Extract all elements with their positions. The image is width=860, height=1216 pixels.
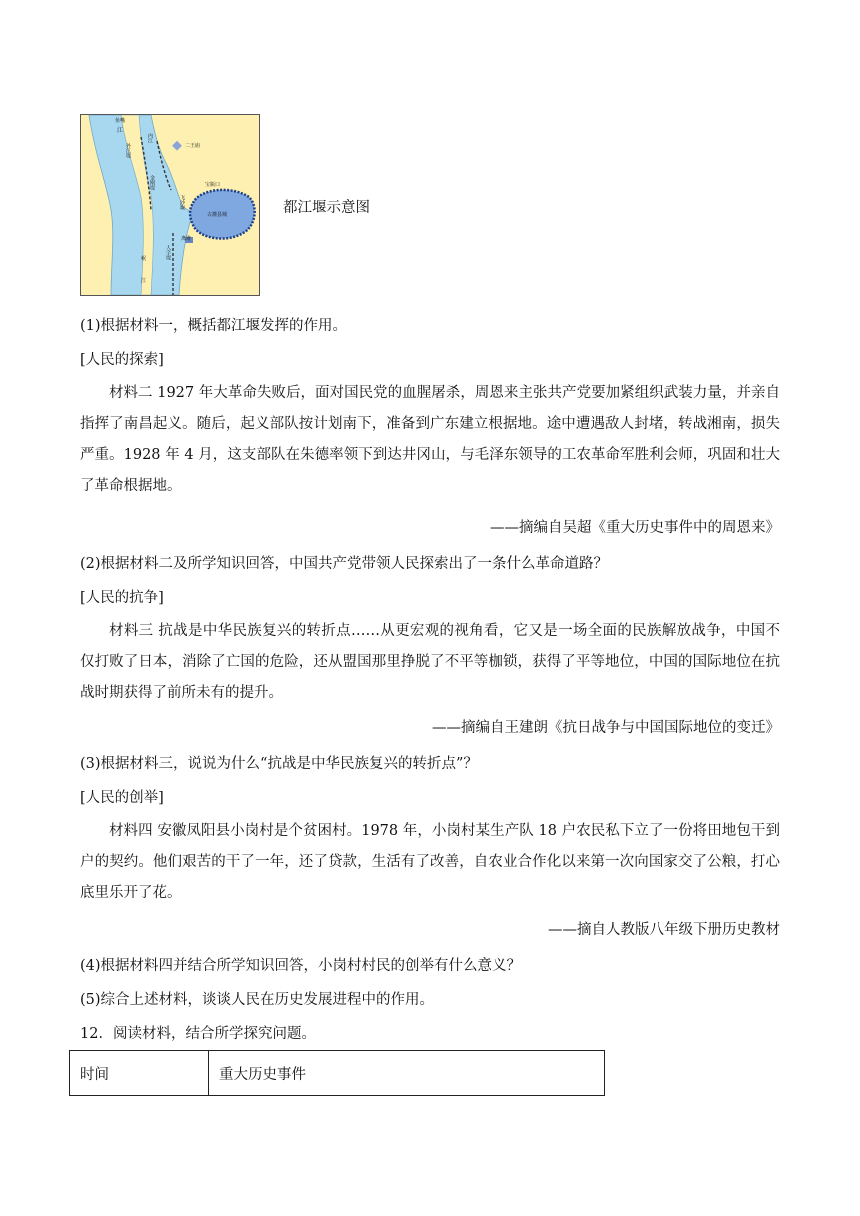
- source-4: ——摘自人教版八年级下册历史教材: [548, 922, 780, 938]
- question-3: (3)根据材料三，说说为什么“抗战是中华民族复兴的转折点”？: [80, 756, 478, 772]
- question-4: (4)根据材料四并结合所学知识回答，小岗村村民的创举有什么意义？: [80, 958, 522, 974]
- section-innovation: [人民的创举]: [80, 790, 164, 806]
- map-label-jiang-top: 江: [117, 127, 124, 134]
- table-header-event: 重大历史事件: [209, 1051, 605, 1096]
- question-1: (1)根据材料一，概括都江堰发挥的作用。: [80, 318, 348, 334]
- table-row: [70, 1051, 605, 1096]
- table-header-time: 时间: [70, 1051, 209, 1096]
- map-label-jiang-bottom1: 岷: [141, 256, 147, 262]
- map-label-renzi-ti: 人字堤: [165, 245, 171, 260]
- map-label-jin-ti: 金刚堤: [149, 175, 155, 190]
- question-12: 12．阅读材料，结合所学探究问题。: [80, 1026, 316, 1042]
- section-resistance: [人民的抗争]: [80, 590, 164, 606]
- events-table: [69, 1050, 605, 1096]
- source-3: ——摘编自王建朗《抗日战争与中国国际地位的变迁》: [432, 720, 780, 736]
- material-4: 材料四 安徽凤阳县小岗村是个贫困村。1978 年，小岗村某生产队 18 户农民私下立了一份将田地包干到户的契约。他们艰苦的干了一年，还了贷款，生活有了改善，自农业合作化以来第一次向国家交了公粮，打心底里乐开了花。: [80, 823, 780, 901]
- map-label-city: 古灌县城: [207, 212, 228, 218]
- map-label-feishayan: 飞沙堰: [179, 195, 185, 210]
- map-label-lidui: 离堆: [181, 236, 192, 242]
- map-label-erwang: 二王庙: [185, 143, 201, 149]
- map-label-jiang-bottom2: 江: [141, 278, 147, 284]
- map-label-baopingkou: 宝瓶口: [205, 182, 221, 188]
- section-exploration: [人民的探索]: [80, 352, 164, 368]
- material-3: 材料三 抗战是中华民族复兴的转折点……从更宏观的视角看，它又是一场全面的民族解放战争，中国不仅打败了日本，消除了亡国的危险，还从盟国那里挣脱了不平等枷锁，获得了平等地位，中国的国际地位在抗战时期获得了前所未有的提升。: [80, 623, 780, 701]
- question-5: (5)综合上述材料，谈谈人民在历史发展进程中的作用。: [80, 992, 435, 1008]
- dujiangyan-map: [80, 114, 260, 296]
- map-label-inner-jiang: 内江: [147, 133, 153, 143]
- map-label-yuzui: 鱼嘴: [115, 118, 126, 124]
- dujiangyan-map-drawing: [81, 115, 259, 295]
- source-2: ——摘编自吴超《重大历史事件中的周恩来》: [490, 520, 780, 536]
- question-2: (2)根据材料二及所学知识回答，中国共产党带领人民探索出了一条什么革命道路？: [80, 556, 609, 572]
- material-2: 材料二 1927 年大革命失败后，面对国民党的血腥屠杀，周恩来主张共产党要加紧组织武装力量，并亲自指挥了南昌起义。随后，起义部队按计划南下，准备到广东建立根据地。途中遭遇敌人封堵，转战湘南，损失严重。1928 年 4 月，这支部队在朱德率领下到达井冈山，与毛泽东领导的工农革命军胜利会师，巩固和壮大了革命根据地。: [80, 385, 780, 494]
- map-caption: 都江堰示意图: [283, 200, 370, 216]
- map-label-outer-jiang: 外江堤: [125, 143, 131, 158]
